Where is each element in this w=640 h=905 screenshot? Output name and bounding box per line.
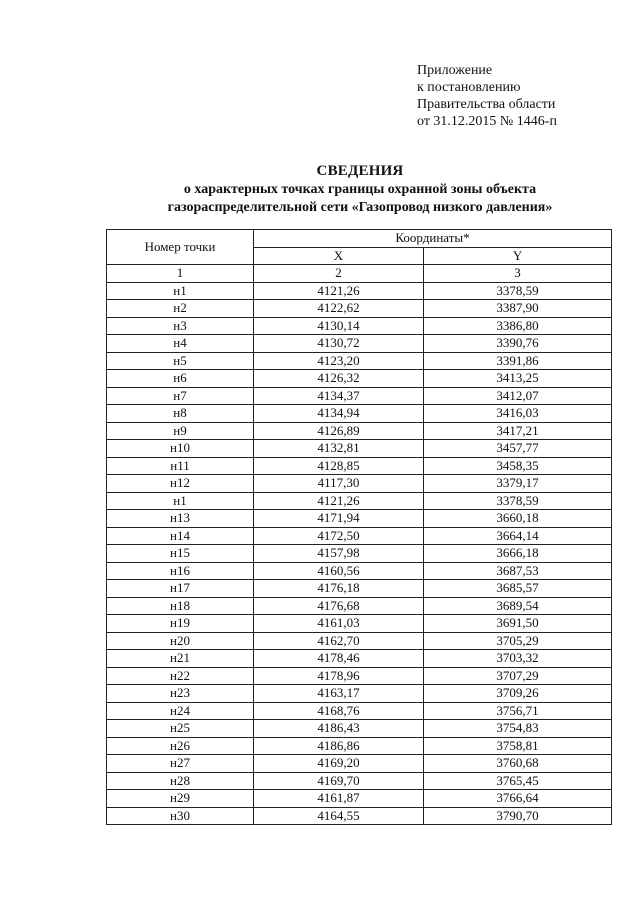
y-coordinate-cell: 3390,76 bbox=[424, 335, 612, 353]
y-coordinate-cell: 3379,17 bbox=[424, 475, 612, 493]
y-coordinate-cell: 3413,25 bbox=[424, 370, 612, 388]
x-coordinate-cell: 4161,03 bbox=[254, 615, 424, 633]
table-row bbox=[107, 580, 612, 598]
y-coordinate-cell: 3689,54 bbox=[424, 597, 612, 615]
y-coordinate-cell: 3666,18 bbox=[424, 545, 612, 563]
column-number: 3 bbox=[424, 265, 612, 283]
y-coordinate-cell: 3378,59 bbox=[424, 282, 612, 300]
point-number-cell: н1 bbox=[107, 492, 254, 510]
point-number-cell: н12 bbox=[107, 475, 254, 493]
x-coordinate-cell: 4121,26 bbox=[254, 282, 424, 300]
column-number-row bbox=[107, 265, 612, 283]
x-coordinate-cell: 4122,62 bbox=[254, 300, 424, 318]
table-row bbox=[107, 492, 612, 510]
point-number-cell: н16 bbox=[107, 562, 254, 580]
x-coordinate-cell: 4157,98 bbox=[254, 545, 424, 563]
table-row bbox=[107, 790, 612, 808]
y-coordinate-cell: 3391,86 bbox=[424, 352, 612, 370]
table-row bbox=[107, 545, 612, 563]
y-coordinate-cell: 3685,57 bbox=[424, 580, 612, 598]
table-row bbox=[107, 510, 612, 528]
point-number-cell: н25 bbox=[107, 720, 254, 738]
point-number-cell: н27 bbox=[107, 755, 254, 773]
point-number-cell: н10 bbox=[107, 440, 254, 458]
header-coordinates: Координаты* bbox=[254, 230, 612, 248]
column-number: 2 bbox=[254, 265, 424, 283]
table-row bbox=[107, 667, 612, 685]
x-coordinate-cell: 4172,50 bbox=[254, 527, 424, 545]
table-row bbox=[107, 475, 612, 493]
y-coordinate-cell: 3412,07 bbox=[424, 387, 612, 405]
appendix-line: от 31.12.2015 № 1446-п bbox=[417, 114, 557, 129]
x-coordinate-cell: 4171,94 bbox=[254, 510, 424, 528]
x-coordinate-cell: 4168,76 bbox=[254, 702, 424, 720]
table-row bbox=[107, 562, 612, 580]
point-number-cell: н11 bbox=[107, 457, 254, 475]
y-coordinate-cell: 3691,50 bbox=[424, 615, 612, 633]
table-row bbox=[107, 597, 612, 615]
table-row bbox=[107, 457, 612, 475]
appendix-line: Правительства области bbox=[417, 97, 556, 112]
x-coordinate-cell: 4117,30 bbox=[254, 475, 424, 493]
header-x: X bbox=[254, 247, 424, 265]
point-number-cell: н26 bbox=[107, 737, 254, 755]
x-coordinate-cell: 4176,68 bbox=[254, 597, 424, 615]
table-row bbox=[107, 405, 612, 423]
y-coordinate-cell: 3458,35 bbox=[424, 457, 612, 475]
document-subtitle-line-1: о характерных точках границы охранной зоны объекта bbox=[183, 182, 537, 197]
x-coordinate-cell: 4123,20 bbox=[254, 352, 424, 370]
table-row bbox=[107, 335, 612, 353]
x-coordinate-cell: 4163,17 bbox=[254, 685, 424, 703]
point-number-cell: н9 bbox=[107, 422, 254, 440]
point-number-cell: н29 bbox=[107, 790, 254, 808]
table-body bbox=[107, 282, 612, 825]
point-number-cell: н20 bbox=[107, 632, 254, 650]
x-coordinate-cell: 4164,55 bbox=[254, 807, 424, 825]
table-row bbox=[107, 370, 612, 388]
table-row bbox=[107, 755, 612, 773]
y-coordinate-cell: 3703,32 bbox=[424, 650, 612, 668]
y-coordinate-cell: 3707,29 bbox=[424, 667, 612, 685]
table-row bbox=[107, 527, 612, 545]
y-coordinate-cell: 3754,83 bbox=[424, 720, 612, 738]
x-coordinate-cell: 4160,56 bbox=[254, 562, 424, 580]
header-point-number: Номер точки bbox=[107, 230, 254, 265]
x-coordinate-cell: 4186,86 bbox=[254, 737, 424, 755]
table-row bbox=[107, 737, 612, 755]
y-coordinate-cell: 3758,81 bbox=[424, 737, 612, 755]
y-coordinate-cell: 3709,26 bbox=[424, 685, 612, 703]
y-coordinate-cell: 3756,71 bbox=[424, 702, 612, 720]
table-row bbox=[107, 300, 612, 318]
x-coordinate-cell: 4128,85 bbox=[254, 457, 424, 475]
y-coordinate-cell: 3387,90 bbox=[424, 300, 612, 318]
y-coordinate-cell: 3760,68 bbox=[424, 755, 612, 773]
x-coordinate-cell: 4178,96 bbox=[254, 667, 424, 685]
x-coordinate-cell: 4176,18 bbox=[254, 580, 424, 598]
table-row bbox=[107, 772, 612, 790]
y-coordinate-cell: 3687,53 bbox=[424, 562, 612, 580]
x-coordinate-cell: 4126,89 bbox=[254, 422, 424, 440]
y-coordinate-cell: 3660,18 bbox=[424, 510, 612, 528]
y-coordinate-cell: 3790,70 bbox=[424, 807, 612, 825]
point-number-cell: н1 bbox=[107, 282, 254, 300]
column-number: 1 bbox=[107, 265, 254, 283]
point-number-cell: н18 bbox=[107, 597, 254, 615]
table-row bbox=[107, 702, 612, 720]
y-coordinate-cell: 3386,80 bbox=[424, 317, 612, 335]
document-subtitle-line-2: газораспределительной сети «Газопровод низкого давления» bbox=[167, 200, 553, 215]
y-coordinate-cell: 3766,64 bbox=[424, 790, 612, 808]
x-coordinate-cell: 4130,72 bbox=[254, 335, 424, 353]
y-coordinate-cell: 3416,03 bbox=[424, 405, 612, 423]
y-coordinate-cell: 3705,29 bbox=[424, 632, 612, 650]
point-number-cell: н22 bbox=[107, 667, 254, 685]
x-coordinate-cell: 4134,37 bbox=[254, 387, 424, 405]
point-number-cell: н23 bbox=[107, 685, 254, 703]
x-coordinate-cell: 4126,32 bbox=[254, 370, 424, 388]
header-y: Y bbox=[424, 247, 612, 265]
point-number-cell: н17 bbox=[107, 580, 254, 598]
point-number-cell: н2 bbox=[107, 300, 254, 318]
point-number-cell: н24 bbox=[107, 702, 254, 720]
table-row bbox=[107, 352, 612, 370]
point-number-cell: н5 bbox=[107, 352, 254, 370]
x-coordinate-cell: 4121,26 bbox=[254, 492, 424, 510]
x-coordinate-cell: 4161,87 bbox=[254, 790, 424, 808]
table-row bbox=[107, 282, 612, 300]
coordinates-table bbox=[106, 229, 612, 825]
table-row bbox=[107, 632, 612, 650]
x-coordinate-cell: 4130,14 bbox=[254, 317, 424, 335]
x-coordinate-cell: 4186,43 bbox=[254, 720, 424, 738]
x-coordinate-cell: 4169,20 bbox=[254, 755, 424, 773]
x-coordinate-cell: 4169,70 bbox=[254, 772, 424, 790]
table-row bbox=[107, 422, 612, 440]
point-number-cell: н6 bbox=[107, 370, 254, 388]
table-row bbox=[107, 317, 612, 335]
y-coordinate-cell: 3417,21 bbox=[424, 422, 612, 440]
point-number-cell: н8 bbox=[107, 405, 254, 423]
appendix-line: Приложение bbox=[417, 63, 493, 78]
point-number-cell: н14 bbox=[107, 527, 254, 545]
point-number-cell: н30 bbox=[107, 807, 254, 825]
table-row bbox=[107, 685, 612, 703]
point-number-cell: н21 bbox=[107, 650, 254, 668]
point-number-cell: н15 bbox=[107, 545, 254, 563]
appendix-line: к постановлению bbox=[417, 80, 521, 95]
x-coordinate-cell: 4162,70 bbox=[254, 632, 424, 650]
table-row bbox=[107, 440, 612, 458]
x-coordinate-cell: 4178,46 bbox=[254, 650, 424, 668]
x-coordinate-cell: 4132,81 bbox=[254, 440, 424, 458]
table-row bbox=[107, 720, 612, 738]
table-row bbox=[107, 615, 612, 633]
point-number-cell: н19 bbox=[107, 615, 254, 633]
point-number-cell: н13 bbox=[107, 510, 254, 528]
table-row bbox=[107, 650, 612, 668]
x-coordinate-cell: 4134,94 bbox=[254, 405, 424, 423]
appendix-block bbox=[417, 62, 557, 130]
point-number-cell: н7 bbox=[107, 387, 254, 405]
table-header-row bbox=[107, 230, 612, 248]
document-title: СВЕДЕНИЯ bbox=[316, 163, 404, 179]
y-coordinate-cell: 3457,77 bbox=[424, 440, 612, 458]
y-coordinate-cell: 3765,45 bbox=[424, 772, 612, 790]
point-number-cell: н3 bbox=[107, 317, 254, 335]
point-number-cell: н28 bbox=[107, 772, 254, 790]
y-coordinate-cell: 3378,59 bbox=[424, 492, 612, 510]
table-row bbox=[107, 387, 612, 405]
table-row bbox=[107, 807, 612, 825]
point-number-cell: н4 bbox=[107, 335, 254, 353]
y-coordinate-cell: 3664,14 bbox=[424, 527, 612, 545]
